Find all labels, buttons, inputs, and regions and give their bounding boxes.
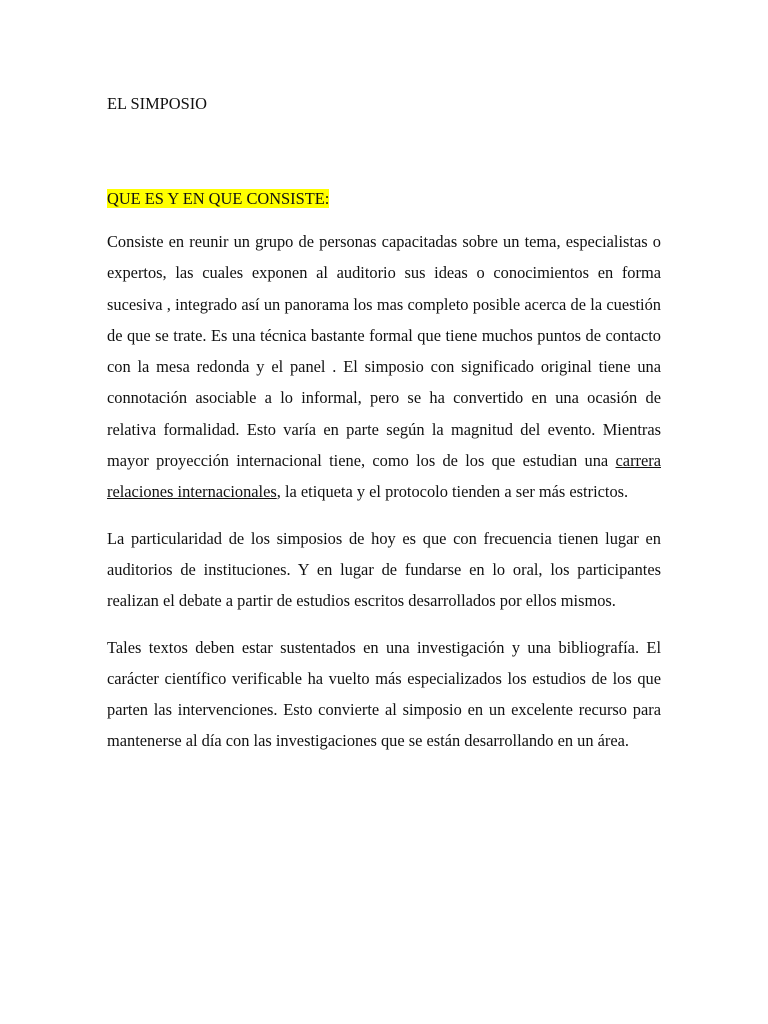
document-title: EL SIMPOSIO xyxy=(107,94,208,113)
paragraph-textos: Tales textos deben estar sustentados en una investigación y una bibliografía. El carácter científico verificable ha vuelto más especializados los estudios de los que parten las intervenciones. Esto convierte al simposio en un excelente recurso para mantenerse al día con las investigaciones que se están desarrollando en un área. xyxy=(107,637,661,751)
document-page xyxy=(107,88,661,757)
paragraph-particularidad: La particularidad de los simposios de hoy es que con frecuencia tienen lugar en auditorios de instituciones. Y en lugar de fundarse en lo oral, los participantes realizan el debate a partir de estudios escritos desarrollados por ellos mismos. xyxy=(107,528,661,611)
carrera-relaciones-link[interactable]: carrera relaciones internacionales xyxy=(107,451,661,502)
section-heading xyxy=(107,183,661,214)
paragraph-definition-tail: , la etiqueta y el protocolo tienden a ser más estrictos. xyxy=(276,482,629,502)
paragraph-definition xyxy=(107,226,661,508)
paragraph-definition-text: Consiste en reunir un grupo de personas capacitadas sobre un tema, especialistas o expertos, las cuales exponen al auditorio sus ideas o conocimientos en forma sucesiva , integrado así un panorama los mas completo posible acerca de la cuestión de que se trate. Es una técnica bastante formal que tiene muchos puntos de contacto con la mesa redonda y el panel . El simposio con significado original tiene una connotación asociable a lo informal, pero se ha convertido en una ocasión de relativa formalidad. Esto varía en parte según la magnitud del evento. Mientras mayor proyección internacional tiene, como los de los que estudian una xyxy=(107,232,661,471)
highlighted-heading-text: QUE ES Y EN QUE CONSISTE: xyxy=(107,189,330,208)
